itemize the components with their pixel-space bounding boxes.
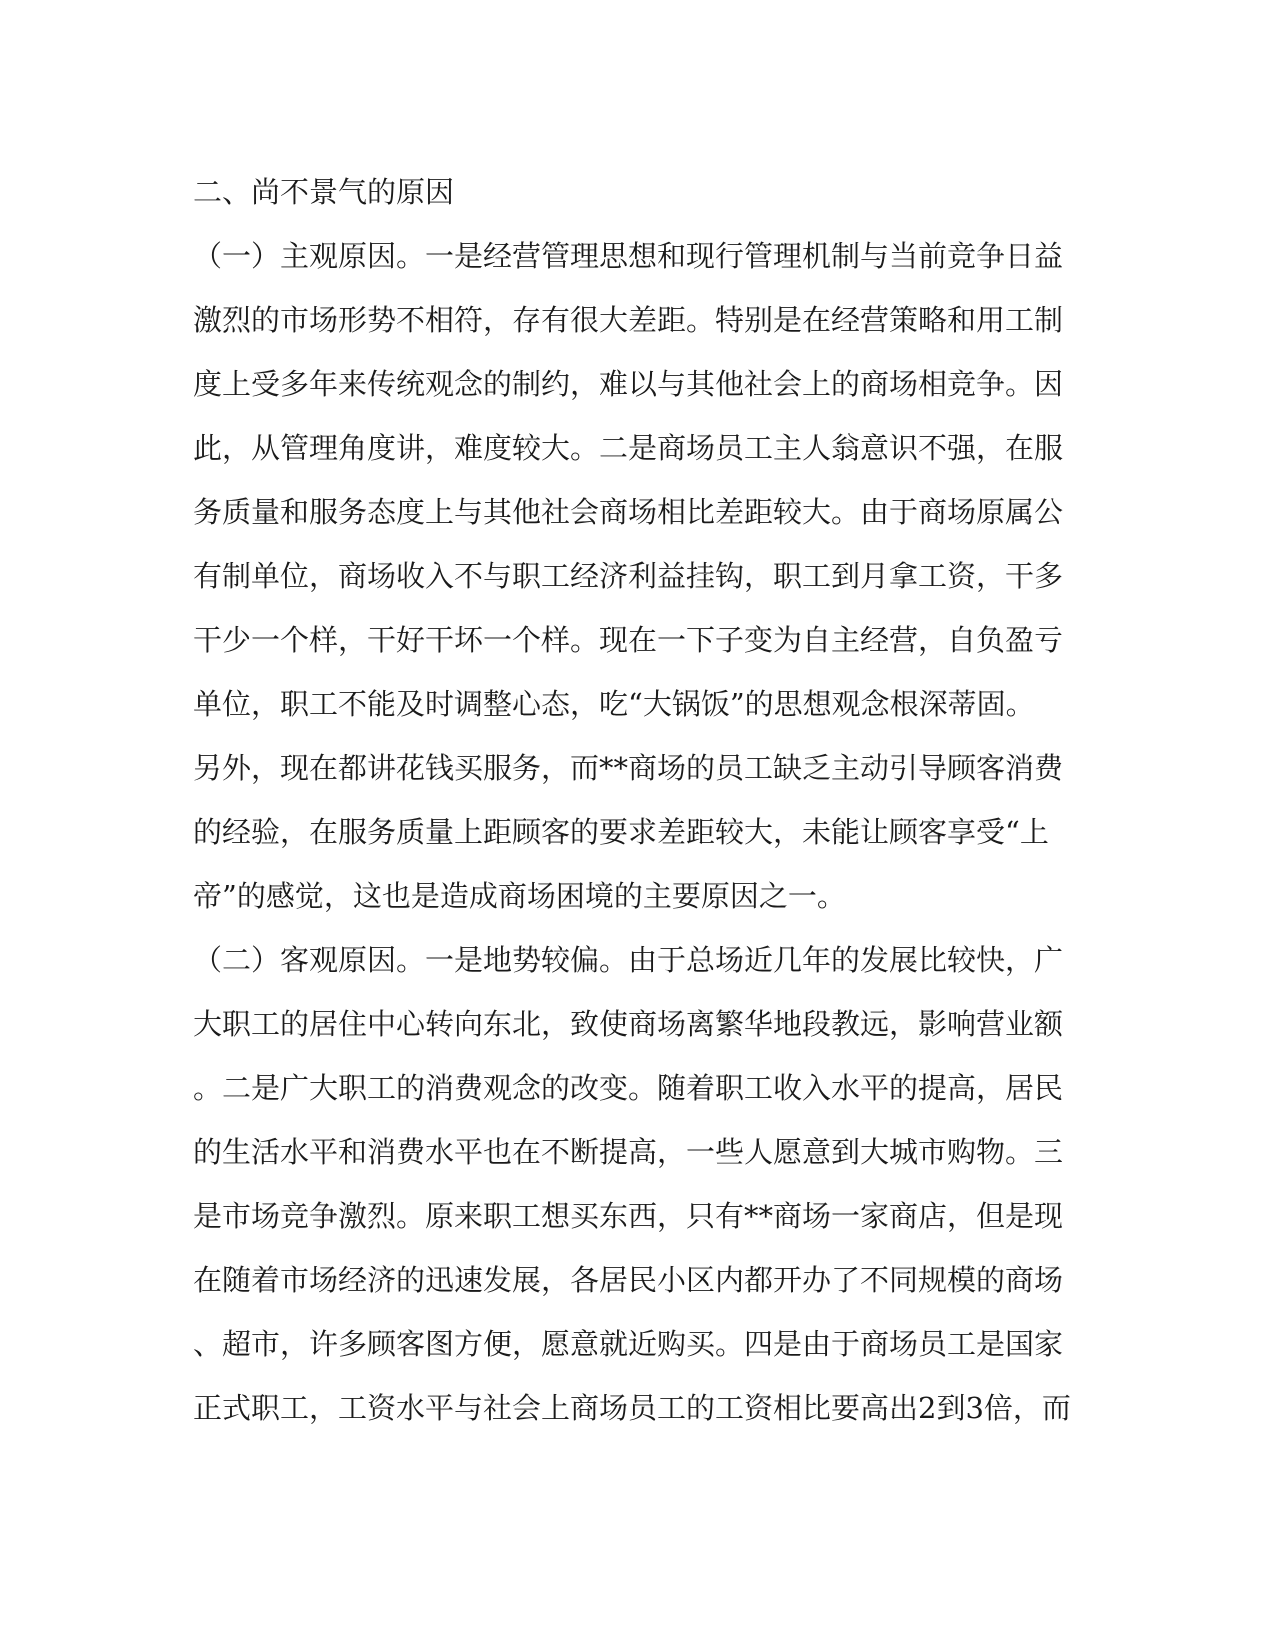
text-line: 单位，职工不能及时调整心态，吃“大锅饭”的思想观念根深蒂固。	[193, 687, 1035, 721]
text-line: 激烈的市场形势不相符，存有很大差距。特别是在经营策略和用工制	[193, 303, 1064, 337]
text-line: 帝”的感觉，这也是造成商场困境的主要原因之一。	[193, 879, 846, 913]
text-line: （一）主观原因。一是经营管理思想和现行管理机制与当前竞争日益	[193, 239, 1064, 273]
text-line: 在随着市场经济的迅速发展，各居民小区内都开办了不同规模的商场	[193, 1263, 1064, 1297]
text-line: 此，从管理角度讲，难度较大。二是商场员工主人翁意识不强，在服	[193, 431, 1064, 465]
text-line: 正式职工，工资水平与社会上商场员工的工资相比要高出2到3倍，而	[193, 1391, 1071, 1425]
text-line: 务质量和服务态度上与其他社会商场相比差距较大。由于商场原属公	[193, 495, 1064, 529]
text-line: 干少一个样，干好干坏一个样。现在一下子变为自主经营，自负盈亏	[193, 623, 1064, 657]
text-line: 、超市，许多顾客图方便，愿意就近购买。四是由于商场员工是国家	[193, 1327, 1064, 1361]
text-line: 。二是广大职工的消费观念的改变。随着职工收入水平的提高，居民	[193, 1071, 1064, 1105]
text-line: 是市场竞争激烈。原来职工想买东西，只有**商场一家商店，但是现	[193, 1199, 1064, 1233]
text-line: 的经验，在服务质量上距顾客的要求差距较大，未能让顾客享受“上	[193, 815, 1049, 849]
text-line: （二）客观原因。一是地势较偏。由于总场近几年的发展比较快，广	[193, 943, 1064, 977]
text-line: 有制单位，商场收入不与职工经济利益挂钩，职工到月拿工资，干多	[193, 559, 1064, 593]
text-line: 度上受多年来传统观念的制约，难以与其他社会上的商场相竞争。因	[193, 367, 1064, 401]
text-line: 另外，现在都讲花钱买服务，而**商场的员工缺乏主动引导顾客消费	[193, 751, 1064, 785]
text-line: 的生活水平和消费水平也在不断提高，一些人愿意到大城市购物。三	[193, 1135, 1064, 1169]
body-text	[193, 160, 1073, 1440]
text-line: 大职工的居住中心转向东北，致使商场离繁华地段教远，影响营业额	[193, 1007, 1064, 1041]
section-heading: 二、尚不景气的原因	[193, 175, 455, 209]
